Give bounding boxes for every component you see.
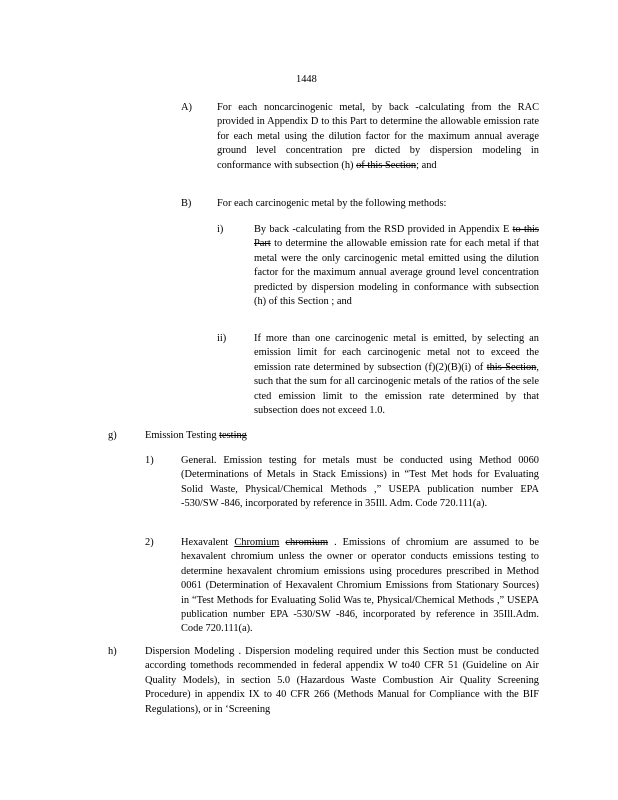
item-b-ii-body: If more than one carcinogenic metal is emitted, by selecting an emission limit for each carcinogenic metal not to exceed the emission rate determined by subsection (f)(2)(B)(i) of [254, 333, 539, 373]
item-a-label: A) [181, 102, 192, 113]
section-h-text: Dispersion Modeling . Dispersion modeling required under this Section must be conducted according tomethods recommended in federal appendix W to40 CFR 51 (Guideline on Air Quality Models), in section 5.0 (Hazardous Waste Combustion Air Quality Screening Procedure) in appendix IX to 40 CFR 266 (Methods Manual for Compliance with the BIF Regulations), or in ‘Screening [145, 646, 539, 715]
item-b-ii-tail: , such that the sum for all carcinogenic metals of the ratios of the sele cted emission limit to the emission rate determined by that subsection does not exceed 1.0. [254, 361, 539, 417]
item-g2-label: 2) [145, 537, 154, 548]
section-g-heading [145, 429, 247, 443]
item-g2-struck: chromium [285, 537, 329, 548]
item-b-ii-text [254, 332, 539, 418]
item-a-body: For each noncarcinogenic metal, by back -calculating from the RAC provided in Appendix D to this Part to determine the allowable emission rate for each metal using the dilution factor for the maximum annual average ground level concentration pre dicted by dispersion modeling in conformance with subsection (h) [217, 102, 539, 171]
item-b-i-label: i) [217, 224, 224, 235]
section-g-title: Emission Testing [145, 430, 217, 441]
item-b-i-body: By back -calculating from the RSD provided in Appendix E [254, 224, 510, 235]
item-g2-underlined: Chromium [234, 537, 280, 548]
item-g2-text [181, 536, 539, 637]
item-a-struck: of this Section [356, 159, 417, 171]
item-g1-label: 1) [145, 455, 154, 466]
item-g1-text: General. Emission testing for metals must be conducted using Method 0060 (Determinations of Metals in Stack Emissions) in “Test Met hods for Evaluating Solid Waste, Physical/Chemical Methods ,” USEPA publication number EPA -530/SW -846, incorporated by reference in 35Ill. Adm. Code 720.111(a). [181, 455, 539, 510]
item-b-i-text [254, 223, 539, 309]
item-b-ii-struck: this Section [486, 361, 537, 373]
item-b-label: B) [181, 198, 192, 209]
item-b-ii-label: ii) [217, 333, 227, 344]
page-number: 1448 [296, 74, 317, 85]
item-b-i-tail: to determine the allowable emission rate for each metal if that metal were the only carcinogenic metal emitted using the dilution factor for the maximum annual average ground level concentration predicted by dispersion modeling in conformance with subsection (h) of this Section ; and [254, 238, 539, 308]
section-g-label: g) [108, 430, 117, 441]
item-a-tail: ; and [416, 159, 437, 171]
item-b-text: For each carcinogenic metal by the following methods: [217, 198, 447, 209]
item-g2-tail: . Emissions of chromium are assumed to be hexavalent chromium unless the owner or operator conducts emissions testing to determine hexavalent chromium emissions using procedures prescribed in Method 0061 (Determination of Hexavalent Chromium Emissions from Stationary Sources) in “Test Methods for Evaluating Solid Was te, Physical/Chemical Methods ,” USEPA publication number EPA -530/SW -846, incorporated by reference in 35Ill.Adm. Code 720.111(a). [181, 537, 540, 635]
item-b-i-struck: to this Part [254, 224, 539, 250]
item-a-text [217, 101, 539, 173]
item-g2-first: Hexavalent [181, 537, 229, 548]
section-h-label: h) [108, 646, 117, 657]
section-g-struck: testing [219, 430, 247, 441]
